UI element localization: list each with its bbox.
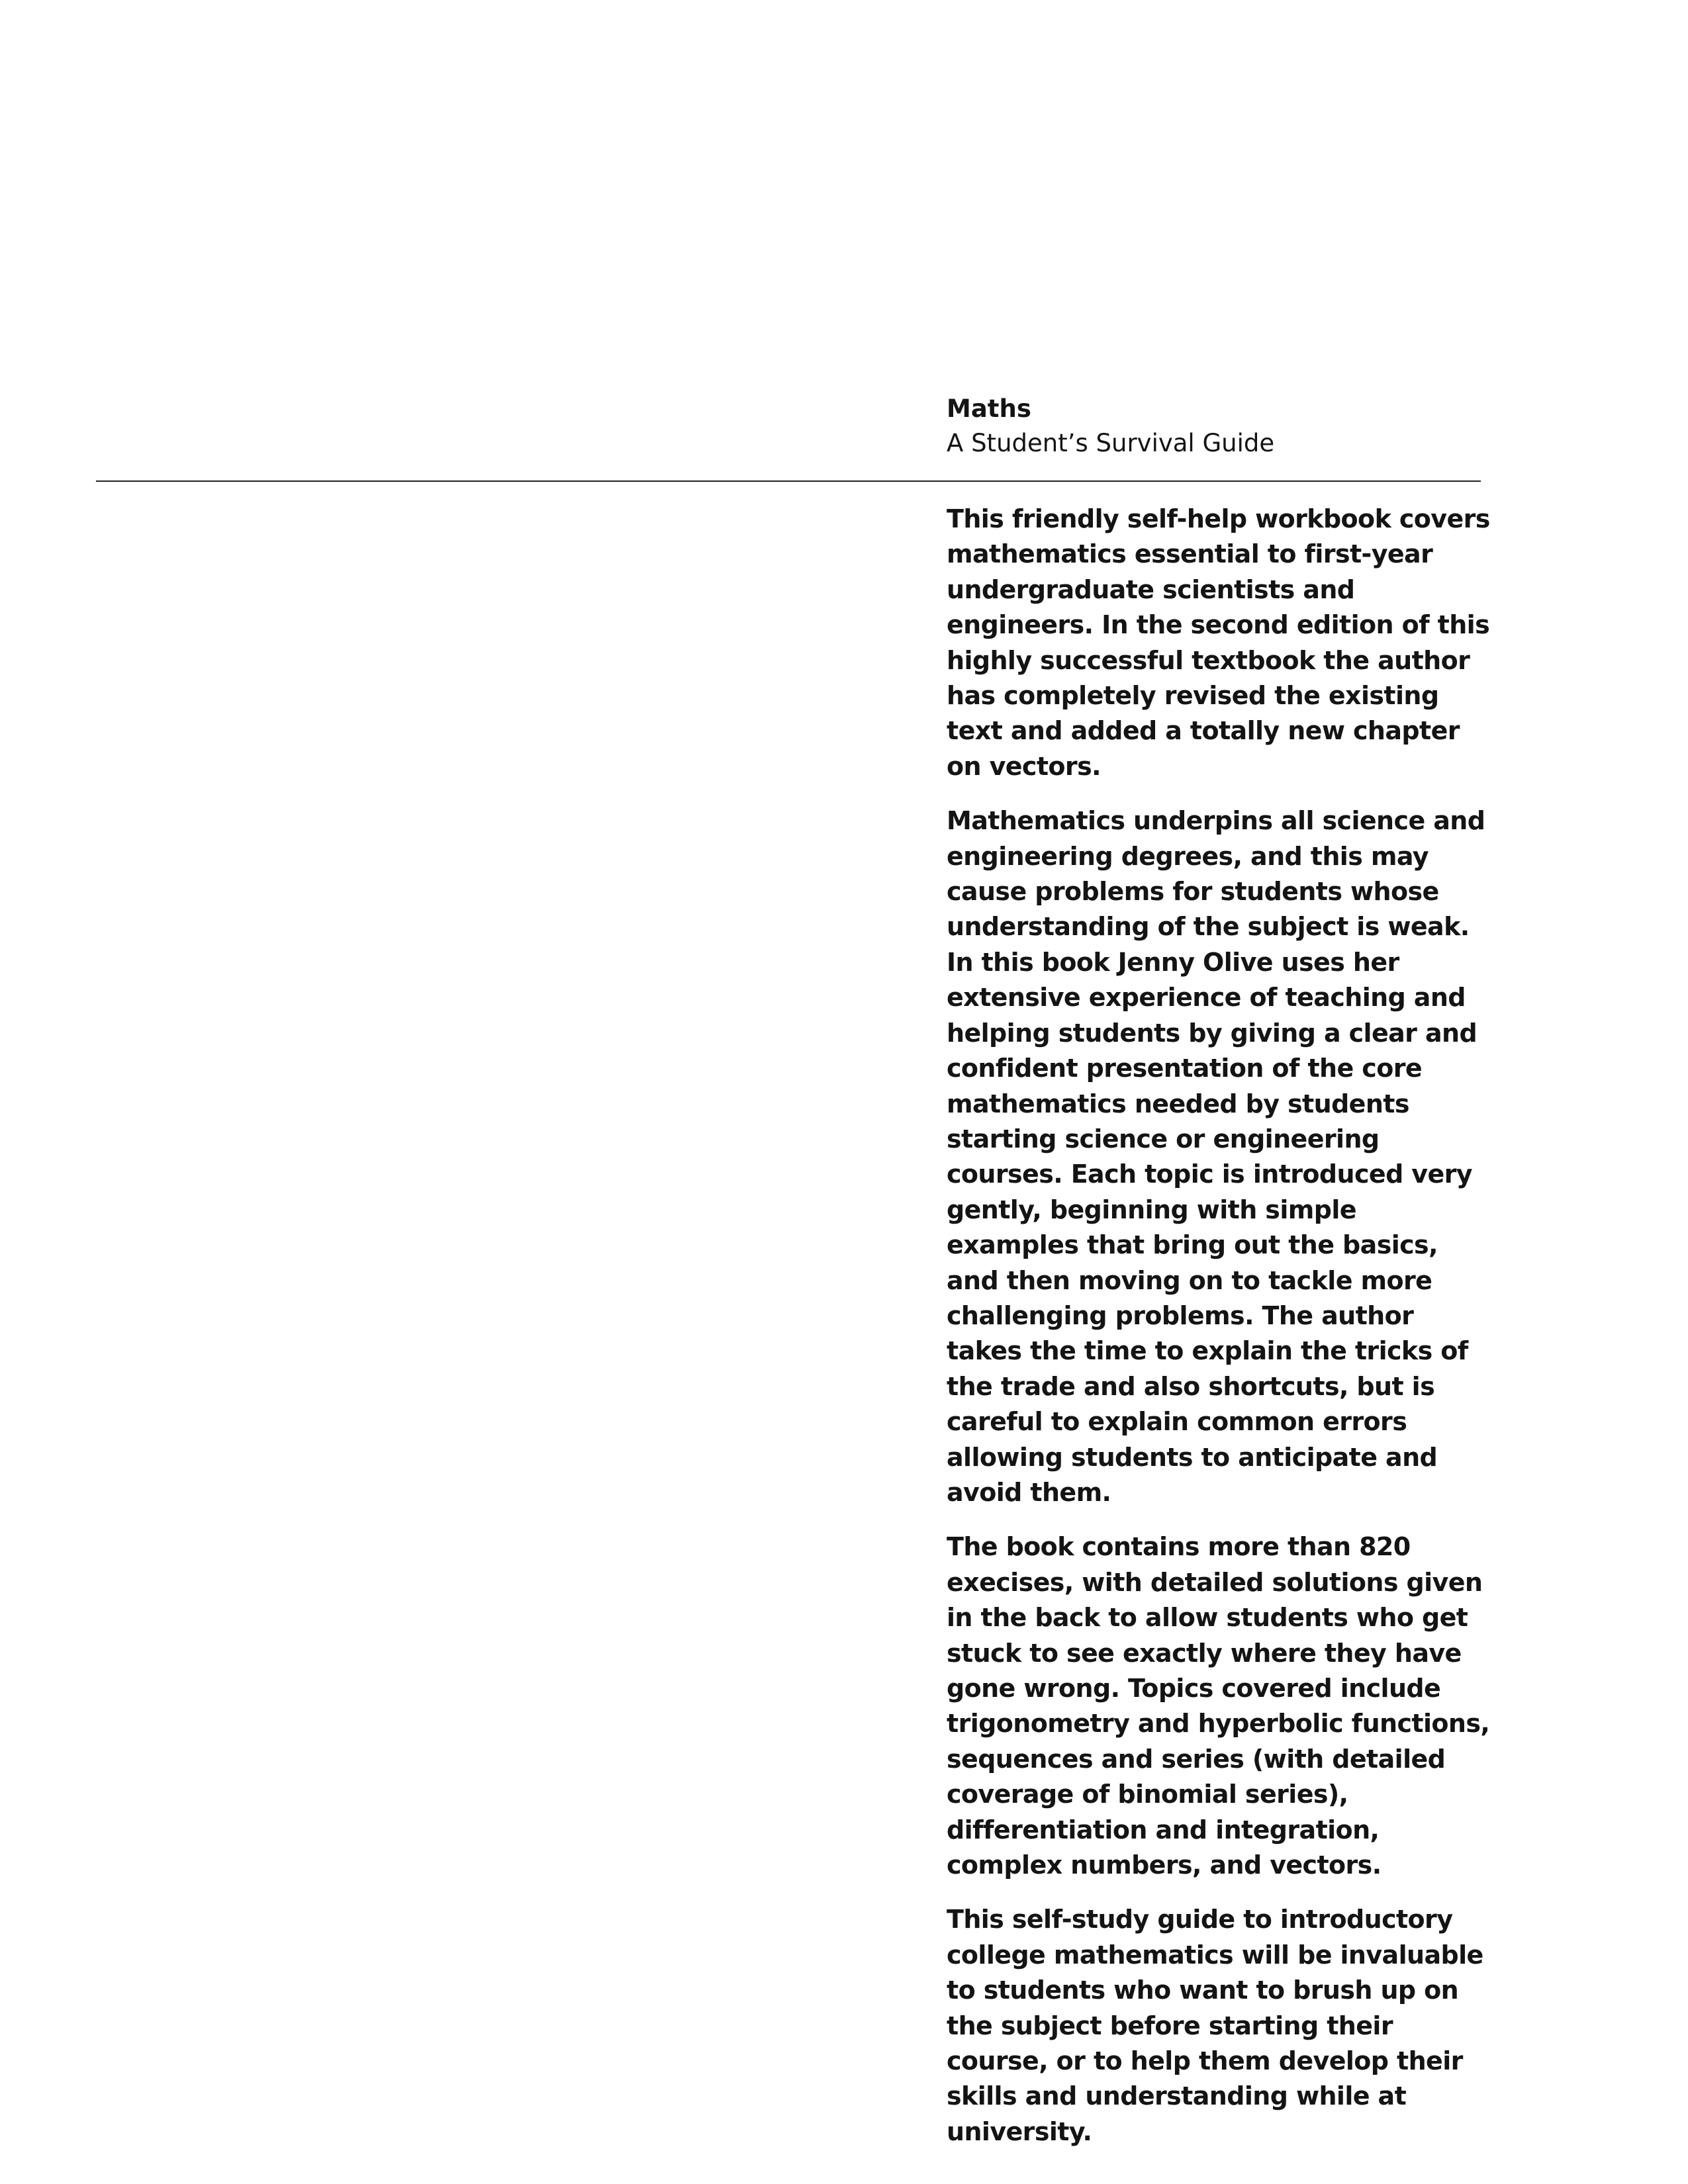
- title-block: [947, 392, 1489, 461]
- book-description: [947, 502, 1496, 2169]
- book-subtitle: A Student’s Survival Guide: [947, 429, 1275, 457]
- description-paragraph-3: The book contains more than 820 execises, with detailed solutions given in the back to allow students who get stuck to see exactly where they have gone wrong. Topics covered include trigonometry and hyperbolic functions, sequences and series (with detailed coverage of binomial series), differentiation and integration, complex numbers, and vectors.: [947, 1532, 1490, 1880]
- description-paragraph-4: This self-study guide to introductory college mathematics will be invaluable to students who want to brush up on the subject before starting their course, or to help them develop their skills and understanding while at university.: [947, 1905, 1483, 2146]
- description-paragraph-2: Mathematics underpins all science and engineering degrees, and this may cause problems for students whose understanding of the subject is weak. In this book Jenny Olive uses her extensive experience of teaching and helping students by giving a clear and confident presentation of the core mathematics needed by students starting science or engineering courses. Each topic is introduced very gently, beginning with simple examples that bring out the basics, and then moving on to tackle more challenging problems. The author takes the time to explain the tricks of the trade and also shortcuts, but is careful to explain common errors allowing students to anticipate and avoid them.: [947, 806, 1485, 1507]
- horizontal-divider: [96, 480, 1481, 482]
- description-paragraph-1: This friendly self-help workbook covers mathematics essential to first-year undergraduate scientists and engineers. In the second edition of this highly successful textbook the author has completely revised the existing text and added a totally new chapter on vectors.: [947, 504, 1490, 781]
- book-title: Maths: [947, 394, 1031, 423]
